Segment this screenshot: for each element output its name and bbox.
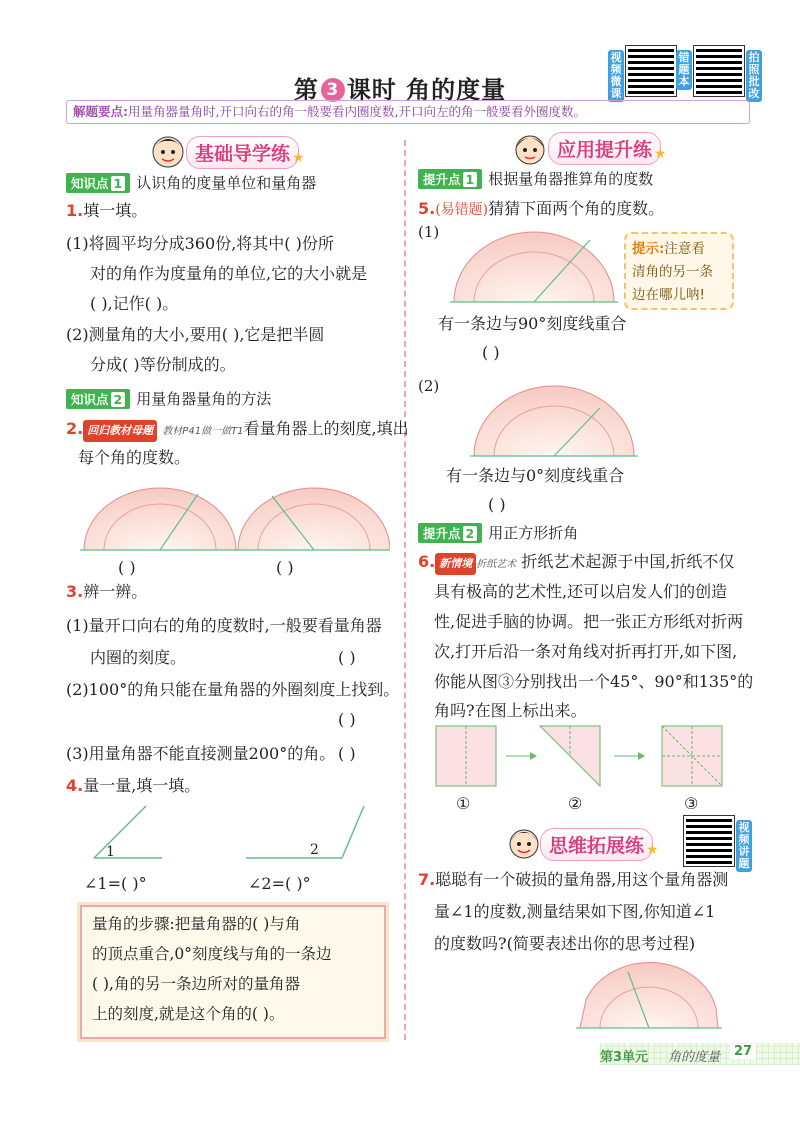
q1-line-5: 分成( )等份制成的。 xyxy=(90,355,236,374)
q6-line-5: 你能从图③分别找出一个45°、90°和135°的 xyxy=(434,672,754,691)
cartoon-girl-icon xyxy=(512,128,548,168)
q5-protractor-1 xyxy=(450,226,620,306)
protractor-2 xyxy=(234,488,390,550)
q6-line-3: 性,促进手脑的协调。把一张正方形纸对折两 xyxy=(434,612,744,631)
arrow-2 xyxy=(614,752,645,760)
q2-answer-2[interactable]: ( ) xyxy=(276,558,294,577)
star-icon: ★ xyxy=(654,146,667,162)
cartoon-face-icon xyxy=(150,132,186,170)
extension-point-1: 提升点 1 根据量角器推算角的度数 xyxy=(418,168,653,189)
q3-answer-2[interactable]: ( ) xyxy=(338,710,356,729)
q1-line-4: (2)测量角的大小,要用( ),它是把半圆 xyxy=(66,325,325,344)
figure-label-3: ③ xyxy=(684,794,699,813)
q3-line-3: (2)100°的角只能在量角器的外圈刻度上找到。 xyxy=(66,680,400,699)
q2-answer-1[interactable]: ( ) xyxy=(118,558,136,577)
question-6-line-1: 6. 新情境 折纸艺术 折纸艺术起源于中国,折纸不仅 xyxy=(418,552,734,575)
q6-line-2: 具有极高的艺术性,还可以启发人们的创造 xyxy=(434,582,728,601)
q5-part-1: (1) xyxy=(418,223,440,241)
q2-protractors xyxy=(80,484,390,556)
footer-unit: 第3单元 xyxy=(600,1050,649,1065)
angle-2-ray-b xyxy=(342,806,364,858)
q5-caption-1: 有一条边与90°刻度线重合 xyxy=(438,314,627,333)
q2-badge: 回归教材母题 xyxy=(83,420,157,442)
page-title: 第 3 课时 角的度量 xyxy=(293,76,507,104)
question-3-title: 3.辨一辨。 xyxy=(66,582,148,601)
qr-photo-label: 拍照批改 xyxy=(746,50,762,102)
protractor-1 xyxy=(80,488,240,550)
q1-line-2: 对的角作为度量角的单位,它的大小就是 xyxy=(90,264,368,283)
extension-point-2: 提升点 2 用正方形折角 xyxy=(418,522,578,543)
question-4-title: 4.量一量,填一填。 xyxy=(66,776,201,795)
q3-line-2: 内圈的刻度。 xyxy=(90,648,187,667)
q1-line-3: ( ),记作( )。 xyxy=(90,294,179,313)
fold-figure-2 xyxy=(540,726,600,786)
angle-2-label: 2 xyxy=(310,842,319,858)
q7-broken-protractor xyxy=(576,962,722,1034)
q5-protractor-2 xyxy=(470,380,640,460)
q3-line-4: (3)用量角器不能直接测量200°的角。 xyxy=(66,744,336,763)
q7-line-2: 量∠1的度数,测量结果如下图,你知道∠1 xyxy=(434,902,716,921)
section-title-apply: 应用提升练 xyxy=(548,132,661,165)
question-2-title: 2. 回归教材母题 教材P41做一做T1看量角器上的刻度,填出 xyxy=(66,419,409,442)
q3-answer-3[interactable]: ( ) xyxy=(338,744,356,763)
fold-figure-3 xyxy=(662,726,722,786)
star-icon: ★ xyxy=(646,842,659,858)
figure-label-1: ① xyxy=(456,794,471,813)
angle-1-ray-b xyxy=(94,806,146,858)
column-divider xyxy=(404,140,406,1040)
arrow-1 xyxy=(506,752,537,760)
angle-1-label: 1 xyxy=(106,844,115,860)
q1-line-1: (1)将圆平均分成360份,将其中( )份所 xyxy=(66,234,334,253)
q5-answer-2[interactable]: ( ) xyxy=(488,495,506,514)
page-footer xyxy=(600,1043,800,1065)
qr-video-label: 视频微课 xyxy=(608,50,624,102)
q5-answer-1[interactable]: ( ) xyxy=(482,343,500,362)
question-1-title: 1.填一填。 xyxy=(66,201,148,220)
q6-line-4: 次,打开后沿一条对角线对折再打开,如下图, xyxy=(434,642,738,661)
qr-wrongbook-label: 错题本 xyxy=(676,50,692,90)
summary-line-1: 量角的步骤:把量角器的( )与角 xyxy=(92,915,301,933)
cartoon-boy-icon xyxy=(506,822,542,862)
question-7-line-1: 7.聪聪有一个破损的量角器,用这个量角器测 xyxy=(418,870,729,889)
qr-code-icon xyxy=(684,816,734,866)
q5-part-2: (2) xyxy=(418,377,440,395)
q7-line-3: 的度数吗?(简要表述出你的思考过程) xyxy=(434,934,696,953)
q4-answer-1[interactable]: ∠1=( )° xyxy=(84,874,147,893)
summary-line-4: 上的刻度,就是这个角的( )。 xyxy=(92,1005,285,1023)
footer-topic: 角的度量 xyxy=(668,1050,721,1065)
q4-answer-2[interactable]: ∠2=( )° xyxy=(248,874,311,893)
q3-line-1: (1)量开口向右的角的度数时,一般要看量角器 xyxy=(66,616,382,635)
tip-bar: 解题要点:用量角器量角时,开口向右的角一般要看内圈度数,开口向左的角一般要看外圈度数。 xyxy=(66,100,750,124)
q3-answer-1[interactable]: ( ) xyxy=(338,648,356,667)
q6-line-6: 角吗?在图上标出来。 xyxy=(434,701,587,720)
qr-code-icon xyxy=(694,46,744,96)
q6-folding-figures xyxy=(434,722,734,790)
knowledge-point-2: 知识点 2 用量角器量角的方法 xyxy=(66,388,271,409)
qr-explain-label: 视频讲题 xyxy=(736,820,752,872)
section-title-basic: 基础导学练 xyxy=(186,136,299,169)
q5-caption-2: 有一条边与0°刻度线重合 xyxy=(446,466,625,485)
lesson-number: 3 xyxy=(321,78,345,102)
q4-angles xyxy=(80,800,380,864)
knowledge-point-1: 知识点 1 认识角的度量单位和量角器 xyxy=(66,172,316,193)
summary-line-3: ( ),角的另一条边所对的量角器 xyxy=(92,975,300,993)
q2-line-2: 每个角的度数。 xyxy=(78,448,191,467)
hint-bubble: 提示:注意看 清角的另一条 边在哪儿呐! xyxy=(624,232,734,310)
fold-figure-1 xyxy=(436,726,496,786)
section-title-thinking: 思维拓展练 xyxy=(540,828,653,861)
star-icon: ★ xyxy=(292,150,305,166)
qr-code-icon xyxy=(626,46,676,96)
summary-line-2: 的顶点重合,0°刻度线与角的一条边 xyxy=(92,945,332,963)
figure-label-2: ② xyxy=(568,794,583,813)
page-number: 27 xyxy=(730,1044,756,1059)
question-5-title: 5.(易错题)猜猜下面两个角的度数。 xyxy=(418,199,665,218)
